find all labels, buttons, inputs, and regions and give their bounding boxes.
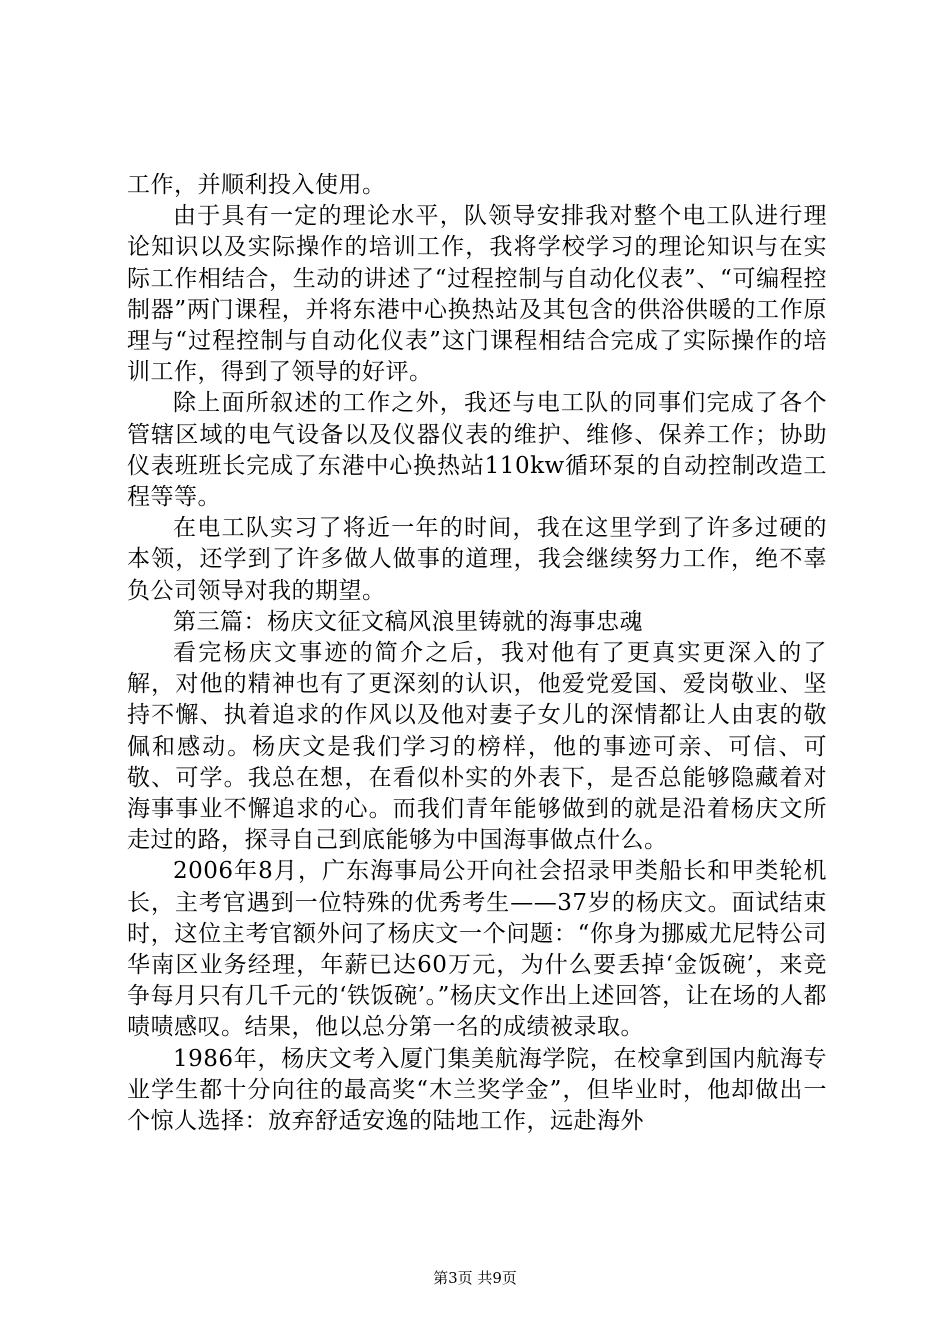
paragraph-continuation: 工作，并顺利投入使用。 bbox=[127, 172, 386, 198]
paragraph-1986: 1986年，杨庆文考入厦门集美航海学院，在校拿到国内航海专业学生都十分向往的最高奖“木兰奖学金”，但毕业时，他却做出一个惊人选择：放弃舒适安逸的陆地工作，远赴海外 bbox=[127, 1045, 827, 1135]
paragraph-2006: 2006年8月，广东海事局公开向社会招录甲类船长和甲类轮机长，主考官遇到一位特殊的优秀考生——37岁的杨庆文。面试结束时，这位主考官额外问了杨庆文一个问题：“你身为挪威尤尼特公司华南区业务经理，年薪已达60万元，为什么要丢掉‘金饭碗’，来竞争每月只有几千元的‘铁饭碗’。”杨庆文作出上述回答，让在场的人都啧啧感叹。结果，他以总分第一名的成绩被录取。 bbox=[127, 858, 827, 1041]
section-heading: 第三篇：杨庆文征文稿风浪里铸就的海事忠魂 bbox=[173, 608, 643, 635]
paragraph-maintenance: 除上面所叙述的工作之外，我还与电工队的同事们完成了各个管辖区域的电气设备以及仪器仪表的维护、维修、保养工作；协助仪表班班长完成了东港中心换热站110kw循环泵的自动控制改造工程等等。 bbox=[127, 390, 827, 511]
document-body bbox=[127, 170, 827, 1137]
paragraph-reflection: 看完杨庆文事迹的简介之后，我对他有了更真实更深入的了解，对他的精神也有了更深刻的认识，他爱党爱国、爱岗敬业、坚持不懈、执着追求的作风以及他对妻子女儿的深情都让人由衷的敬佩和感动。杨庆文是我们学习的榜样，他的事迹可亲、可信、可敬、可学。我总在想，在看似朴实的外表下，是否总能够隐藏着对海事事业不懈追求的心。而我们青年能够做到的就是沿着杨庆文所走过的路，探寻自己到底能够为中国海事做点什么。 bbox=[127, 640, 827, 854]
page-number: 第3页 共9页 bbox=[433, 1269, 517, 1287]
paragraph-internship-summary: 在电工队实习了将近一年的时间，我在这里学到了许多过硬的本领，还学到了许多做人做事的道理，我会继续努力工作，绝不辜负公司领导对我的期望。 bbox=[127, 515, 827, 604]
paragraph-training: 由于具有一定的理论水平，队领导安排我对整个电工队进行理论知识以及实际操作的培训工作，我将学校学习的理论知识与在实际工作相结合，生动的讲述了“过程控制与自动化仪表”、“可编程控制器”两门课程，并将东港中心换热站及其包含的供浴供暖的工作原理与“过程控制与自动化仪表”这门课程相结合完成了实际操作的培训工作，得到了领导的好评。 bbox=[127, 203, 827, 386]
